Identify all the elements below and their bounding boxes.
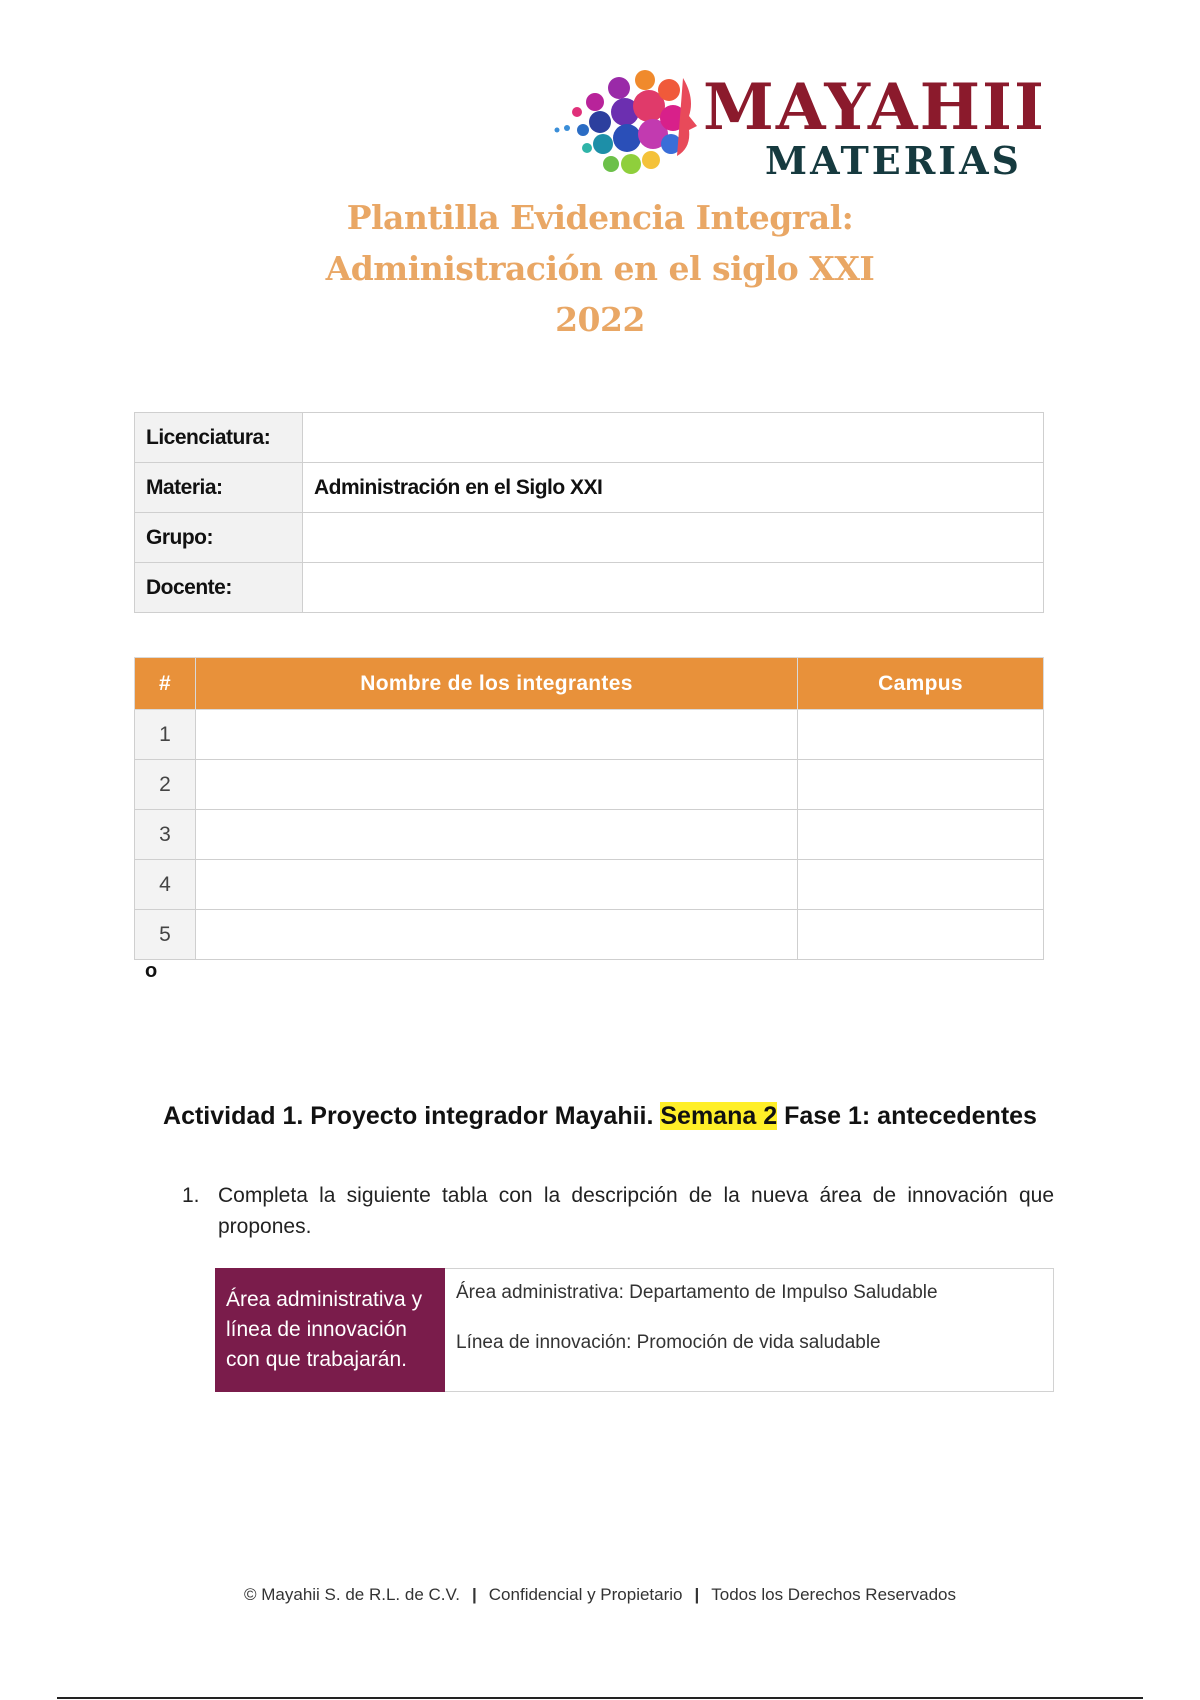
member-name-cell[interactable]: [196, 910, 798, 960]
activity-phase-text: Fase 1: antecedentes: [777, 1102, 1037, 1130]
member-campus-cell[interactable]: [798, 710, 1044, 760]
innovation-area-row: [216, 1269, 1054, 1392]
members-header-row: [135, 658, 1044, 710]
member-name-cell[interactable]: [196, 810, 798, 860]
footer-copyright: © Mayahii S. de R.L. de C.V.: [244, 1585, 461, 1604]
info-value[interactable]: [303, 563, 1044, 613]
row-number: 4: [135, 860, 196, 910]
info-label: Grupo:: [135, 513, 303, 563]
info-label: Docente:: [135, 563, 303, 613]
table-row: [135, 910, 1044, 960]
header-campus: Campus: [798, 658, 1044, 710]
administrative-area-text: Área administrativa: Departamento de Impulso Saludable: [456, 1282, 938, 1303]
info-value[interactable]: [303, 513, 1044, 563]
bottom-rule: [57, 1697, 1143, 1699]
info-value[interactable]: [303, 413, 1044, 463]
course-info-table: [134, 412, 1044, 613]
info-row: [135, 563, 1044, 613]
member-campus-cell[interactable]: [798, 810, 1044, 860]
row-number: 1: [135, 710, 196, 760]
activity-week-highlight: Semana 2: [660, 1102, 778, 1130]
title-line-1: Plantilla Evidencia Integral:: [346, 198, 854, 237]
header-name: Nombre de los integrantes: [196, 658, 798, 710]
title-line-2: Administración en el siglo XXI: [325, 249, 875, 288]
info-label: Materia:: [135, 463, 303, 513]
page-footer: [0, 1585, 1200, 1605]
header-number: #: [135, 658, 196, 710]
logo-wordmark: MAYAHII: [703, 70, 1046, 145]
info-row: [135, 513, 1044, 563]
title-line-3: 2022: [555, 300, 645, 339]
row-number: 5: [135, 910, 196, 960]
mayahii-logo: [545, 68, 1045, 193]
footer-rights: Todos los Derechos Reservados: [711, 1585, 956, 1604]
logo-subtitle: MATERIAS: [765, 138, 1022, 183]
info-label: Licenciatura:: [135, 413, 303, 463]
footer-separator: |: [694, 1585, 700, 1604]
innovation-line-text: Línea de innovación: Promoción de vida saludable: [456, 1332, 881, 1353]
row-number: 3: [135, 810, 196, 860]
table-row: [135, 710, 1044, 760]
innovation-area-label: Área administrativa y línea de innovación con que trabajarán.: [216, 1269, 445, 1392]
page-title: [0, 192, 1200, 345]
member-campus-cell[interactable]: [798, 910, 1044, 960]
innovation-area-content[interactable]: [445, 1269, 1054, 1392]
member-name-cell[interactable]: [196, 860, 798, 910]
list-item-text: Completa la siguiente tabla con la descripción de la nueva área de innovación que propones.: [218, 1184, 1054, 1238]
member-name-cell[interactable]: [196, 710, 798, 760]
row-number: 2: [135, 760, 196, 810]
info-row: [135, 413, 1044, 463]
footer-separator: |: [472, 1585, 477, 1604]
member-campus-cell[interactable]: [798, 860, 1044, 910]
member-campus-cell[interactable]: [798, 760, 1044, 810]
member-name-cell[interactable]: [196, 760, 798, 810]
stray-character: o: [145, 960, 158, 982]
list-item-number: 1.: [182, 1184, 200, 1207]
members-table: [134, 657, 1044, 960]
activity-heading-text: Actividad 1. Proyecto integrador Mayahii.: [163, 1102, 661, 1130]
table-row: [135, 810, 1044, 860]
innovation-area-table: [215, 1268, 1054, 1392]
info-row: [135, 463, 1044, 513]
activity-heading: [0, 1102, 1200, 1131]
footer-confidential: Confidencial y Propietario: [488, 1585, 683, 1604]
info-value[interactable]: Administración en el Siglo XXI: [303, 463, 1044, 513]
logo-head-icon: [545, 68, 700, 188]
table-row: [135, 860, 1044, 910]
table-row: [135, 760, 1044, 810]
